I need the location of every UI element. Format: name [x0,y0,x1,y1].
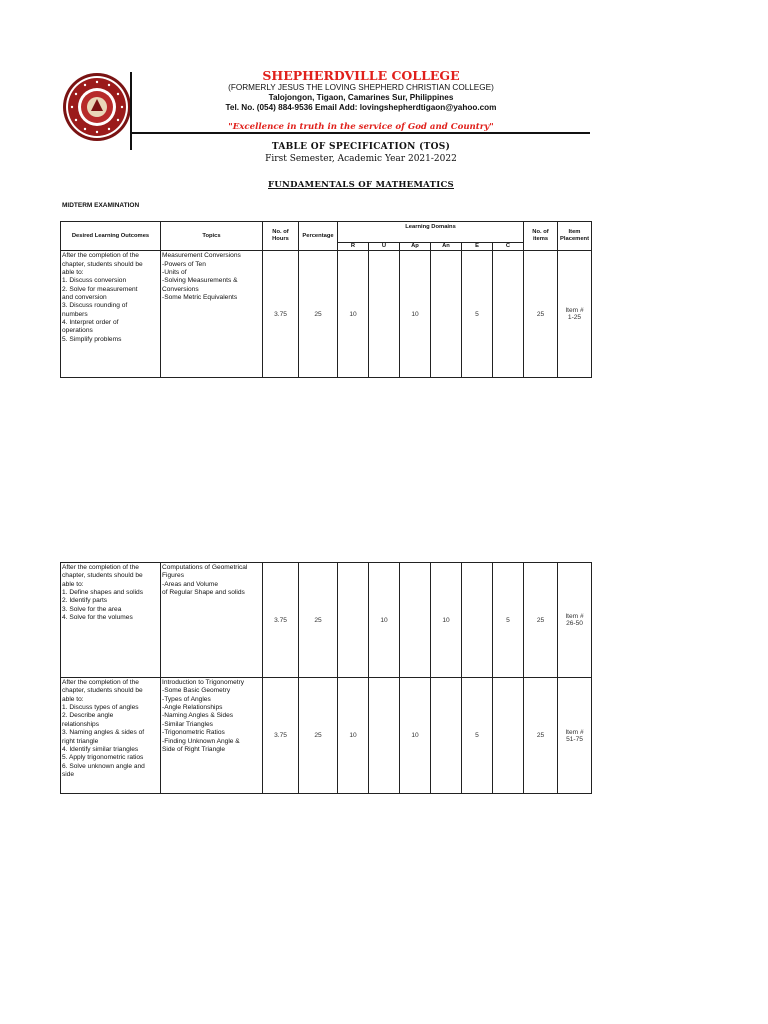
row3-outcome-line: side [62,770,75,778]
header-items [524,222,558,251]
row1-placement [558,251,592,378]
row2-outcome-line: able to: [62,580,84,588]
row2-domain-r [338,563,369,678]
row3-topics [161,678,263,794]
table-row [61,678,592,794]
row1-outcome-line: 3. Discuss rounding of [62,302,128,310]
row1-items: 25 [524,251,558,378]
row2-outcome-line: chapter, students should be [62,572,143,580]
header-hours [263,222,299,251]
row3-outcome-line: right triangle [62,737,99,745]
row3-placement-line1: Item # [565,728,584,736]
row1-outcome-line: operations [62,327,93,335]
row3-outcome-line: 3. Naming angles & sides of [62,729,145,737]
row1-outcomes [61,251,161,378]
header-placement [558,222,592,251]
table-row [61,563,592,678]
college-seal-logo [62,72,132,142]
row2-topic-line: of Regular Shape and solids [162,589,245,597]
row2-outcomes [61,563,161,678]
row1-placement-line2: 1-25 [567,314,582,322]
header-topics: Topics [161,222,263,251]
header-domain-e: E [462,243,493,251]
row1-domain-u [369,251,400,378]
row1-outcome-line: After the completion of the [62,252,139,260]
college-address: Talojongon, Tigaon, Camarines Sur, Philippines [268,93,454,102]
row3-outcome-line: 2. Describe angle [62,712,114,720]
row2-domain-c: 5 [493,563,524,678]
row2-domain-e [462,563,493,678]
row1-topic-line: -Powers of Ten [162,260,206,268]
row3-outcome-line: 6. Solve unknown angle and [62,762,145,770]
row3-topic-line: -Some Basic Geometry [162,687,231,695]
row1-topic-line: -Some Metric Equivalents [162,294,238,302]
row2-outcome-line: 2. Identify parts [62,597,108,605]
row2-items: 25 [524,563,558,678]
row1-topic-line: Conversions [162,285,199,293]
row3-topic-line: -Types of Angles [162,695,211,703]
row3-topic-line: -Naming Angles & Sides [162,712,234,720]
row3-outcome-line: After the completion of the [62,679,139,686]
row1-domain-an [431,251,462,378]
row3-outcome-line: 5. Apply trigonometric ratios [62,754,144,762]
row1-domain-c [493,251,524,378]
row2-outcome-line: 1. Define shapes and solids [62,589,144,597]
college-name: SHEPHERDVILLE COLLEGE [262,68,460,83]
row3-domain-ap: 10 [400,678,431,794]
table-header-row [61,222,592,243]
header-placement-line2: Placement [560,236,590,243]
row3-outcome-line: able to: [62,695,84,703]
row2-domain-an: 10 [431,563,462,678]
row1-hours: 3.75 [263,251,299,378]
header-horizontal-rule [130,132,590,134]
header-learning-domains: Learning Domains [338,222,524,243]
row2-percentage: 25 [299,563,338,678]
row3-placement [558,678,592,794]
row1-placement-line1: Item # [565,307,584,315]
row3-topic-line: -Trigonometric Ratios [162,729,225,737]
row1-domain-r: 10 [338,251,369,378]
row1-percentage: 25 [299,251,338,378]
row1-outcome-line: 4. Interpret order of [62,319,119,327]
row3-placement-line2: 51-75 [566,735,583,743]
college-former-name: (FORMERLY JESUS THE LOVING SHEPHERD CHRISTIAN COLLEGE) [228,83,494,92]
row2-topics [161,563,263,678]
row2-topic-line: Figures [162,572,184,580]
header-domain-r: R [338,243,369,251]
row3-domain-an [431,678,462,794]
header-hours-line2: Hours [272,236,289,243]
row1-domain-e: 5 [462,251,493,378]
row1-topic-line: -Units of [162,268,187,276]
row3-topic-line: Introduction to Trigonometry [162,679,245,686]
header-placement-line1: Item [568,228,581,235]
header-percentage: Percentage [299,222,338,251]
row2-outcome-line: 4. Solve for the volumes [62,614,133,622]
row2-domain-ap [400,563,431,678]
header-items-line1: No. of [532,228,549,235]
row2-topic-line: -Areas and Volume [162,580,219,588]
row3-outcome-line: relationships [62,720,100,728]
row3-topic-line: -Similar Triangles [162,720,213,728]
row1-outcome-line: able to: [62,268,84,276]
row3-topic-line: -Angle Relationships [162,704,223,712]
row1-outcome-line: numbers [62,310,88,318]
tos-table-midterm-part2 [60,562,592,794]
row1-topic-line: Measurement Conversions [162,252,241,260]
tos-table-midterm-part1 [60,221,592,378]
subject-title: FUNDAMENTALS OF MATHEMATICS [268,180,454,190]
row1-outcome-line: chapter, students should be [62,260,143,268]
row3-outcome-line: 1. Discuss types of angles [62,704,139,712]
college-motto: "Excellence in truth in the service of God and Country" [228,122,494,132]
table-row [61,251,592,378]
document-title: TABLE OF SPECIFICATION (TOS) [271,142,451,152]
document-subtitle: First Semester, Academic Year 2021-2022 [265,154,457,164]
row3-hours: 3.75 [263,678,299,794]
college-contact: Tel. No. (054) 884-9536 Email Add: lovingshepherdtigaon@yahoo.com [225,103,497,112]
header-domain-an: An [431,243,462,251]
header-outcomes: Desired Learning Outcomes [61,222,161,251]
header-hours-line1: No. of [272,228,289,235]
row2-topic-line: Computations of Geometrical [162,564,248,571]
header-domain-c: C [493,243,524,251]
row2-hours: 3.75 [263,563,299,678]
row1-outcome-line: and conversion [62,294,107,302]
row3-domain-c [493,678,524,794]
row2-domain-u: 10 [369,563,400,678]
row2-placement-line2: 26-50 [566,620,583,627]
row3-topic-line: -Finding Unknown Angle & [162,737,240,745]
row2-outcome-line: 3. Solve for the area [62,605,122,613]
row2-outcome-line: After the completion of the [62,564,139,571]
row1-outcome-line: 5. Simplify problems [62,335,122,343]
row1-outcome-line: 1. Discuss conversion [62,277,127,285]
row1-domain-ap: 10 [400,251,431,378]
header-domain-u: U [369,243,400,251]
row3-domain-e: 5 [462,678,493,794]
row2-placement [558,563,592,678]
row1-topics [161,251,263,378]
row2-placement-line1: Item # [565,613,584,620]
row1-topic-line: -Solving Measurements & [162,277,238,285]
row3-domain-r: 10 [338,678,369,794]
row3-percentage: 25 [299,678,338,794]
header-items-line2: items [532,236,549,243]
row3-domain-u [369,678,400,794]
row3-topic-line: Side of Right Triangle [162,745,226,753]
row3-outcome-line: 4. Identify similar triangles [62,745,139,753]
row3-items: 25 [524,678,558,794]
row1-outcome-line: 2. Solve for measurement [62,285,138,293]
header-domain-ap: Ap [400,243,431,251]
row3-outcomes [61,678,161,794]
row3-outcome-line: chapter, students should be [62,687,143,695]
exam-label: MIDTERM EXAMINATION [62,202,140,209]
